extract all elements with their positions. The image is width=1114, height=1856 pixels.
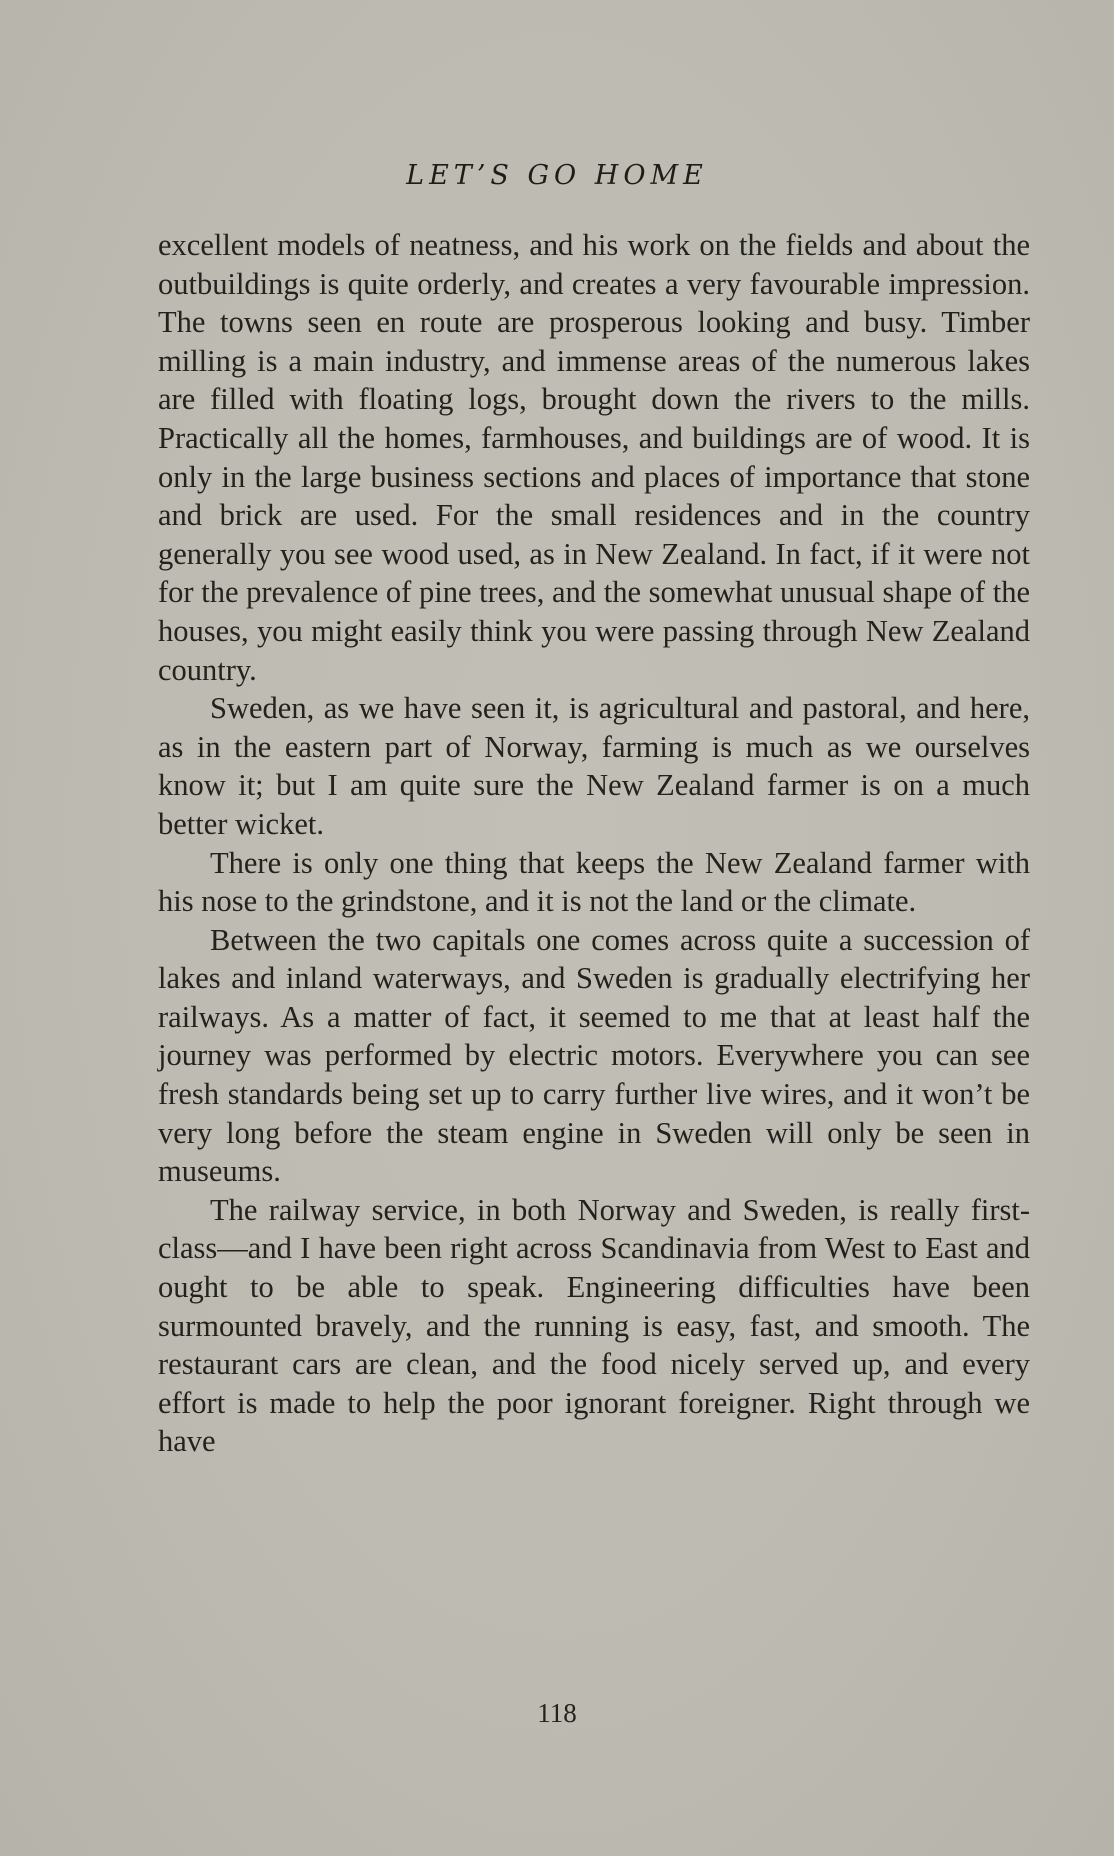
paragraph: The railway service, in both Norway and Sweden, is really first-class—and I have been right across Scandinavia from West to East and ought to be able to speak. Engineering difficulties have been surmounted bravely, and the running is easy, fast, and smooth. The restaurant cars are clean, and the food nicely served up, and every effort is made to help the poor ignorant foreigner. Right through we have bbox=[158, 1192, 1030, 1459]
page-number: 118 bbox=[537, 1698, 577, 1728]
running-head: LET’S GO HOME bbox=[406, 160, 708, 191]
body-text bbox=[158, 226, 1030, 1461]
paragraph: excellent models of neatness, and his work on the fields and about the outbuildings is quite orderly, and creates a very favourable impression. The towns seen en route are prosperous looking and busy. Timber milling is a main industry, and immense areas of the numerous lakes are filled with floating logs, brought down the rivers to the mills. Practically all the homes, farmhouses, and buildings are of wood. It is only in the large business sections and places of importance that stone and brick are used. For the small residences and in the country generally you see wood used, as in New Zealand. In fact, if it were not for the prevalence of pine trees, and the somewhat unusual shape of the houses, you might easily think you were passing through New Zealand country. bbox=[158, 228, 1030, 687]
paragraph: Between the two capitals one comes across quite a succession of lakes and inland waterways, and Sweden is gradually electrifying her railways. As a matter of fact, it seemed to me that at least half the journey was performed by electric motors. Everywhere you can see fresh standards being set up to carry further live wires, and it won’t be very long before the steam engine in Sweden will only be seen in museums. bbox=[158, 922, 1030, 1189]
paragraph: There is only one thing that keeps the New Zealand farmer with his nose to the grindstone, and it is not the land or the climate. bbox=[158, 845, 1030, 919]
paragraph: Sweden, as we have seen it, is agricultural and pastoral, and here, as in the eastern part of Norway, farming is much as we ourselves know it; but I am quite sure the New Zealand farmer is on a much better wicket. bbox=[158, 691, 1030, 841]
